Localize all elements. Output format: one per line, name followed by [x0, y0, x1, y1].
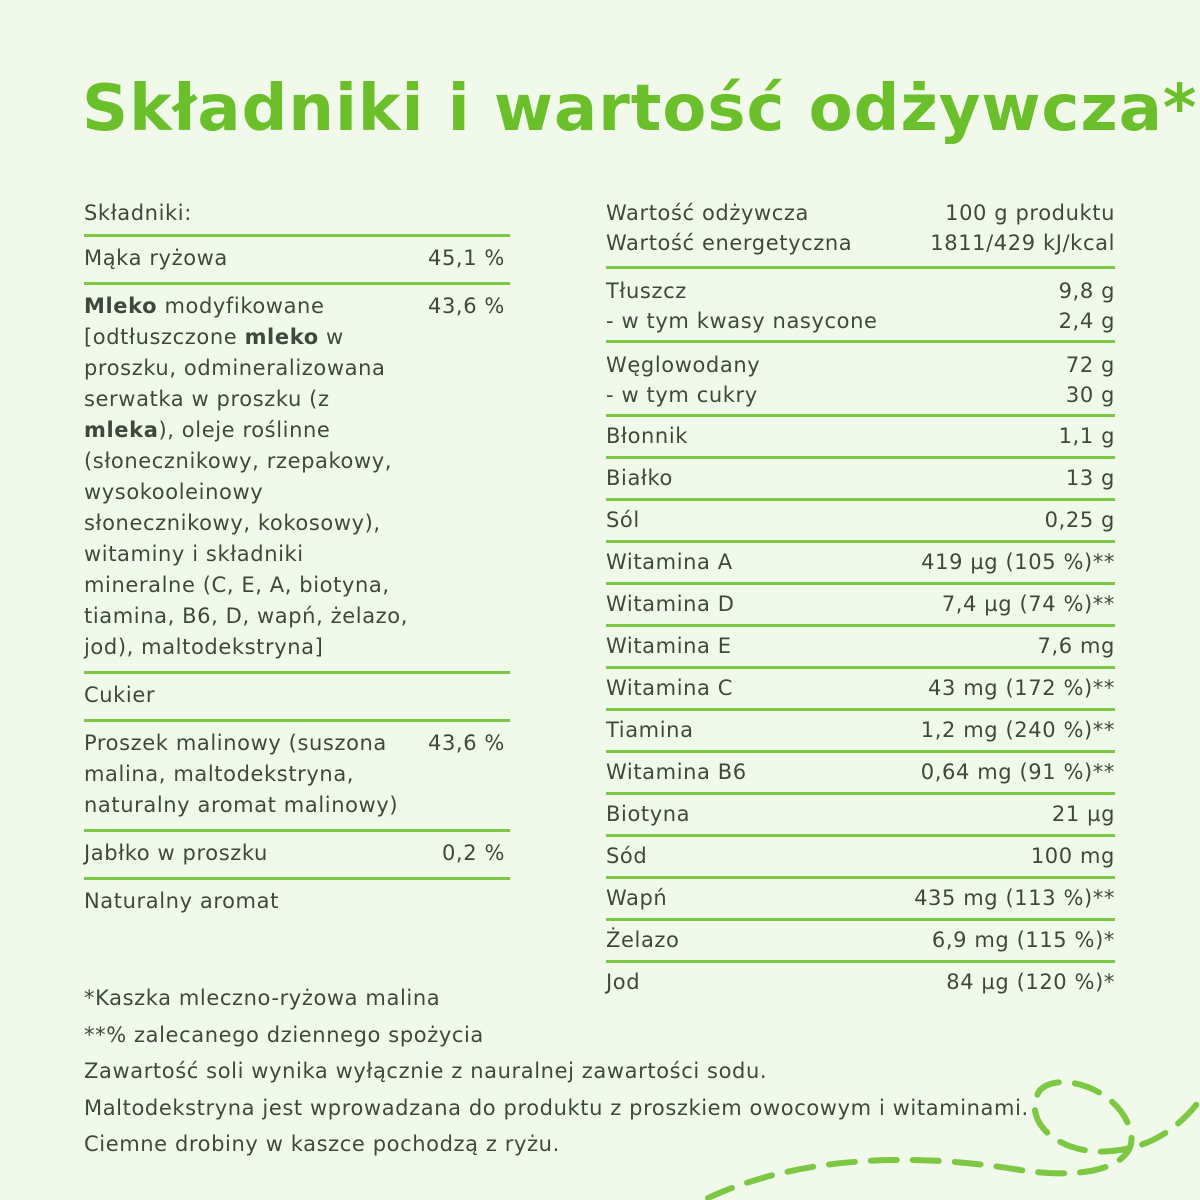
nutrient-value: 2,4 g [1058, 309, 1115, 333]
nutrient-label: - w tym kwasy nasycone [606, 309, 878, 333]
nutrient-value: 84 µg (120 %)* [946, 970, 1115, 994]
footnote-line: Ciemne drobiny w kaszce pochodzą z ryżu. [84, 1132, 560, 1157]
page-title: Składniki i wartość odżywcza* [82, 72, 1198, 146]
ingredient-name: Mąka ryżowa [84, 246, 228, 270]
nutrient-group-carbs [606, 343, 1115, 417]
allergen-mleka: mleka [84, 418, 159, 442]
nutrition-header-row [606, 198, 1115, 228]
allergen-mleko: mleko [244, 325, 319, 349]
ingredient-row [84, 722, 510, 832]
nutrient-label: Wapń [606, 886, 668, 910]
nutrient-value: 1811/429 kJ/kcal [930, 231, 1115, 255]
nutrient-label: Biotyna [606, 802, 691, 826]
nutrient-value: 21 µg [1051, 802, 1115, 826]
ingredient-row [84, 674, 510, 722]
ingredient-percent: 0,2 % [441, 841, 505, 865]
nutrient-value: 0,25 g [1044, 508, 1115, 532]
nutrient-row [606, 459, 1115, 501]
nutrient-label: Tłuszcz [606, 279, 687, 303]
nutrient-row [606, 837, 1115, 879]
ingredients-column [84, 196, 510, 925]
nutrient-label: Błonnik [606, 424, 689, 448]
nutrient-value: 30 g [1065, 383, 1115, 407]
ingredients-header: Składniki: [84, 196, 510, 237]
nutrient-row [606, 543, 1115, 585]
ingredient-row-mleko [84, 285, 510, 674]
nutrient-label: Tiamina [606, 718, 694, 742]
nutrient-label: - w tym cukry [606, 383, 758, 407]
ingredient-desc-part: [odtłuszczone [84, 325, 245, 349]
footnote-line: *Kaszka mleczno-ryżowa malina [84, 986, 441, 1010]
nutrient-value: 100 g produktu [945, 201, 1115, 225]
footnote-line: Zawartość soli wynika wyłącznie z nauralnej zawartości sodu. [84, 1059, 768, 1084]
allergen-mleko: Mleko [84, 294, 158, 318]
ingredient-name [84, 291, 428, 663]
nutrient-value: 419 µg (105 %)** [921, 550, 1115, 574]
nutrient-row [606, 350, 1115, 380]
ingredient-row [84, 237, 510, 285]
footnote-line: **% zalecanego dziennego spożycia [84, 1022, 484, 1047]
nutrition-header [606, 196, 1115, 269]
ingredient-percent: 43,6 % [428, 294, 505, 318]
nutrient-row [606, 627, 1115, 669]
nutrient-row [606, 585, 1115, 627]
nutrient-label: Żelazo [606, 928, 680, 952]
nutrient-label: Węglowodany [606, 353, 761, 377]
footnote-line: Maltodekstryna jest wprowadzana do produktu z proszkiem owocowym i witaminami. [84, 1095, 1029, 1120]
nutrient-value: 1,2 mg (240 %)** [920, 718, 1115, 742]
ingredient-name: Proszek malinowy (suszona malina, maltodekstryna, naturalny aromat malinowy) [84, 731, 399, 817]
nutrient-value: 7,4 µg (74 %)** [941, 592, 1115, 616]
nutrient-row [606, 669, 1115, 711]
dashed-swirl-decoration [700, 1060, 1200, 1200]
ingredient-row [84, 880, 510, 925]
nutrient-label: Witamina C [606, 676, 734, 700]
nutrient-row [606, 380, 1115, 410]
ingredient-desc-part: w proszku, odmineralizowana serwatka w proszku (z [84, 325, 386, 411]
ingredient-desc-part: ), oleje roślinne (słonecznikowy, rzepakowy, wysokooleinowy słonecznikowy, kokosowy), witaminy i składniki mineralne (C, E, A, biotyna, tiamina, B6, D, wapń, żelazo, jod), maltodekstryna] [84, 418, 409, 659]
nutrition-table [606, 196, 1115, 1002]
ingredient-percent: 45,1 % [428, 246, 505, 270]
nutrient-label: Witamina A [606, 550, 733, 574]
nutrient-row [606, 306, 1115, 336]
nutrient-label: Witamina E [606, 634, 732, 658]
nutrient-label: Sól [606, 508, 640, 532]
nutrient-value: 100 mg [1030, 844, 1115, 868]
nutrient-row [606, 753, 1115, 795]
nutrient-row [606, 276, 1115, 306]
nutrient-row [606, 795, 1115, 837]
nutrient-label: Jod [606, 970, 641, 994]
nutrient-row [606, 501, 1115, 543]
ingredient-name: Jabłko w proszku [84, 841, 268, 865]
nutrient-label: Wartość energetyczna [606, 231, 853, 255]
nutrient-value: 1,1 g [1058, 424, 1115, 448]
nutrient-value: 72 g [1065, 353, 1115, 377]
nutrition-header-row [606, 228, 1115, 258]
nutrient-label: Witamina B6 [606, 760, 747, 784]
nutrient-row [606, 879, 1115, 921]
ingredient-percent: 43,6 % [428, 731, 505, 755]
nutrient-label: Wartość odżywcza [606, 201, 810, 225]
nutrient-value: 0,64 mg (91 %)** [920, 760, 1115, 784]
nutrient-label: Białko [606, 466, 673, 490]
nutrient-value: 7,6 mg [1037, 634, 1115, 658]
nutrient-label: Witamina D [606, 592, 735, 616]
ingredient-name: Cukier [84, 683, 156, 707]
nutrient-group-fat [606, 269, 1115, 343]
nutrient-value: 13 g [1065, 466, 1115, 490]
ingredient-row [84, 832, 510, 880]
ingredient-name: Naturalny aromat [84, 889, 279, 913]
nutrient-row [606, 417, 1115, 459]
nutrient-value: 6,9 mg (115 %)* [931, 928, 1115, 952]
nutrient-value: 43 mg (172 %)** [928, 676, 1115, 700]
ingredient-name-part: modyfikowane [157, 294, 325, 318]
nutrient-value: 9,8 g [1058, 279, 1115, 303]
nutrient-label: Sód [606, 844, 648, 868]
nutrient-row [606, 711, 1115, 753]
nutrient-row [606, 921, 1115, 963]
nutrient-value: 435 mg (113 %)** [914, 886, 1115, 910]
